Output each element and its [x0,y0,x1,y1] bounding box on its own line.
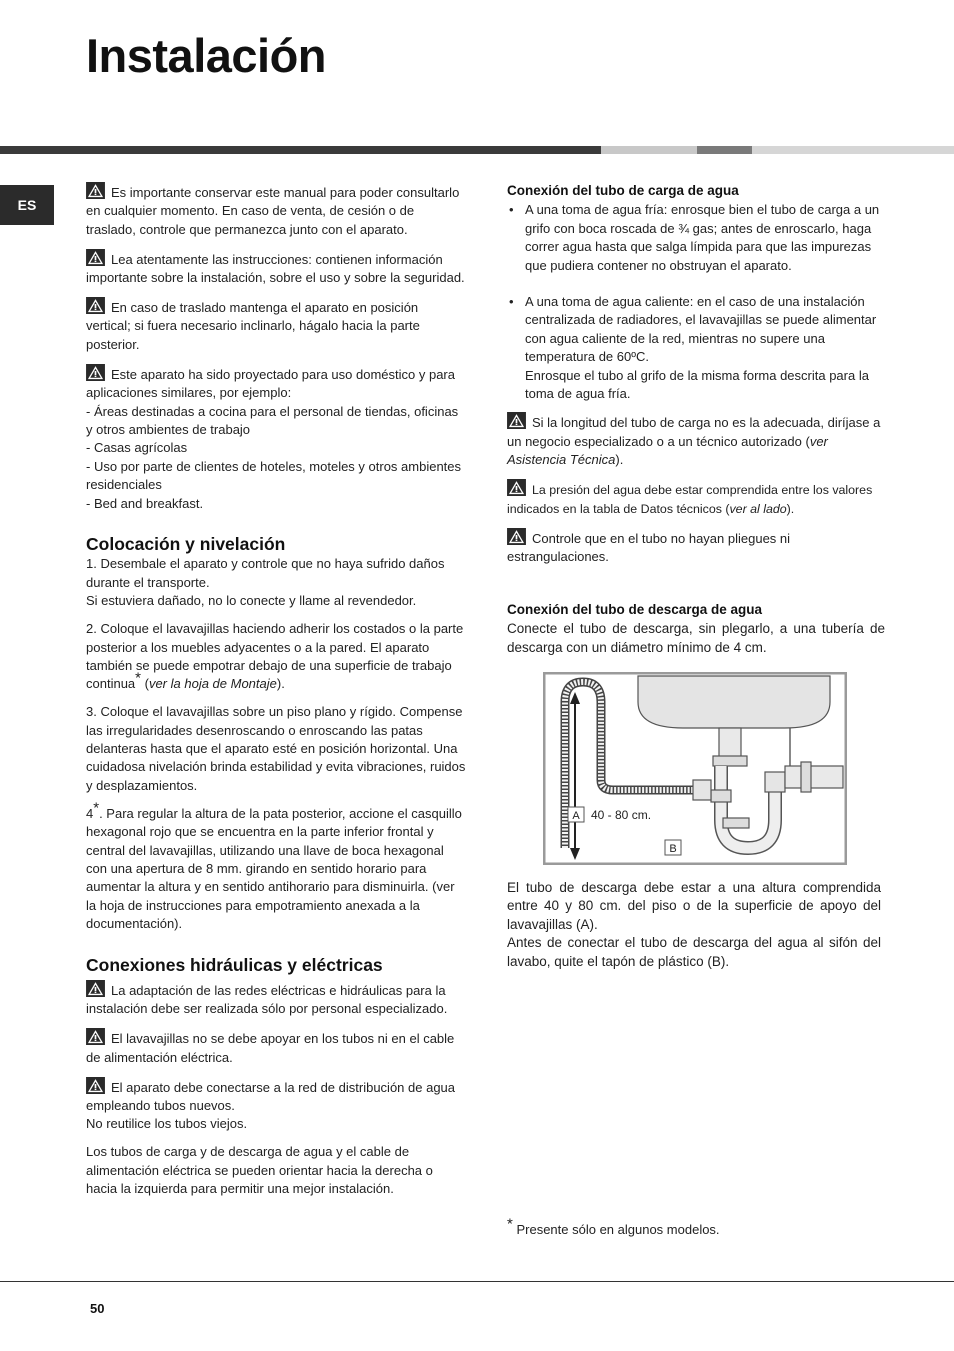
header-bar-dark [0,146,601,154]
label-a: A [572,810,580,822]
note-hose-length: Si la longitud del tubo de carga no es la adecuada, diríjase a un negocio especializado o a un técnico autorizado (ver Asistencia Técnica). [507,412,887,469]
warning-icon [86,1077,105,1094]
warning-icon [86,297,105,314]
footer-rule [0,1281,954,1282]
inlet-list [507,201,887,403]
placement-heading: Colocación y nivelación [86,534,286,554]
note-specialized-staff: La adaptación de las redes eléctricas e hidráulicas para la instalación debe ser realizada sólo por personal especializado. [86,980,466,1019]
warning-icon [507,412,526,429]
drain-intro: Conecte el tubo de descarga, sin plegarlo, a una tubería de descarga con un diámetro mínimo de 4 cm. [507,621,885,655]
language-tab: ES [0,185,54,225]
domestic-list-item: - Casas agrícolas [86,440,188,456]
warning-icon [86,182,105,199]
page-title: Instalación [86,29,327,82]
step-1: 1. Desembale el aparato y controle que no haya sufrido daños durante el transporte. [86,556,445,590]
note-kinks: Controle que en el tubo no hayan pliegues ni estrangulaciones. [507,528,887,567]
domestic-list-item: - Uso por parte de clientes de hoteles, moteles y otros ambientes residenciales [86,458,462,493]
note-read-instructions: Lea atentamente las instrucciones: contienen información importante sobre la instalación, sobre el uso y sobre la seguridad. [86,249,466,288]
height-range-label: 40 - 80 cm. [591,808,652,822]
page-number: 50 [90,1301,105,1316]
note-domestic-use: Este aparato ha sido proyectado para uso doméstico y para aplicaciones similares, por ejemplo: [86,364,466,403]
warning-icon [86,364,105,381]
warning-icon [507,528,526,545]
header-bar-light [601,146,697,154]
step-3: 3. Coloque el lavavajillas sobre un piso plano y rígido. Compense las irregularidades desenroscando o enroscando las patas delanteras hasta que el aparato esté en posición horizontal. Una cuidadosa nivelación brinda estabilidad y evita vibraciones, ruidos y desplazamientos. [86,704,466,793]
header-bar-light-end [752,146,954,154]
domestic-list-item: - Áreas destinadas a cocina para el personal de tiendas, oficinas y otros ambientes de trabajo [86,403,459,437]
step-1-damage: Si estuviera dañado, no lo conecte y llame al revendedor. [86,593,417,609]
drain-height-text: El tubo de descarga debe estar a una altura comprendida entre 40 y 80 cm. del piso o de la superficie de apoyo del lavavajillas (A). Antes de conectar el tubo de descarga del agua al sifón del lavabo, quite el tapón de plástico (B). [507,880,881,969]
inlet-hot-item: • A una toma de agua caliente: en el caso de una instalación centralizada de radiadores, el lavavajillas se puede alimentar con agua caliente de la red, mientras no supere una temperatura de 60ºC. Enrosque el tubo al grifo de la misma forma descrita para la toma de agua fría. [507,293,887,403]
inlet-cold-item: • A una toma de agua fría: enrosque bien el tubo de carga a un grifo con boca roscada de ¾ gas; antes de enroscarlo, haga correr agua hasta que salga límpida para que las impurezas que pudiera contener no obstruyan el aparato. [507,201,887,275]
note-new-tubes: El aparato debe conectarse a la red de distribución de agua empleando tubos nuevos. [86,1077,466,1116]
step-4: 4*. Para regular la altura de la pata posterior, accione el casquillo hexagonal rojo que se encuentra en la parte inferior frontal y central del lavavajillas, utilizando una llave de boca hexagonal con una apertura de 8 mm. girando en sentido horario para aumentar la altura y en sentido antihorario para disminuirla. (ver la hoja de instrucciones para empotramiento anexada a la documentación). [86,799,462,932]
note-transport: En caso de traslado mantenga el aparato en posición vertical; si fuera necesario inclinarlo, hágalo hacia la parte posterior. [86,297,466,354]
warning-icon [86,980,105,997]
warning-icon [507,479,526,496]
inlet-heading: Conexión del tubo de carga de agua [507,183,739,198]
note-keep-manual: Es importante conservar este manual para poder consultarlo en cualquier momento. En caso de venta, de cesión o de traslado, controle que permanezca junto con el aparato. [86,182,466,239]
drain-section [507,601,885,657]
warning-icon [86,1028,105,1045]
label-b: B [669,843,677,855]
hydraulic-heading: Conexiones hidráulicas y eléctricas [86,954,383,975]
header-bar-mid [697,146,752,154]
right-column [507,182,887,576]
left-column [86,182,466,1208]
warning-icon [86,249,105,266]
note-no-reuse: No reutilice los tubos viejos. [86,1116,248,1132]
footnote: * Presente sólo en algunos modelos. [507,1215,720,1237]
domestic-list-item: - Bed and breakfast. [86,495,204,511]
drain-diagram [543,672,847,865]
drain-heading: Conexión del tubo de descarga de agua [507,602,763,617]
step-2: 2. Coloque el lavavajillas haciendo adherir los costados o la parte posterior a los muebles adyacentes o a la pared. El aparato también se puede empotrar debajo de una superficie de trabajo continua* (ver la hoja de Montaje). [86,621,464,692]
hoses-orientation: Los tubos de carga y de descarga de agua y el cable de alimentación eléctrica se pueden orientar hacia la derecha o hacia la izquierda para permitir una mejor instalación. [86,1144,433,1197]
note-tubes-support: El lavavajillas no se debe apoyar en los tubos ni en el cable de alimentación eléctrica. [86,1028,466,1067]
note-water-pressure: La presión del agua debe estar comprendida entre los valores indicados en la tabla de Datos técnicos (ver al lado). [507,479,887,518]
